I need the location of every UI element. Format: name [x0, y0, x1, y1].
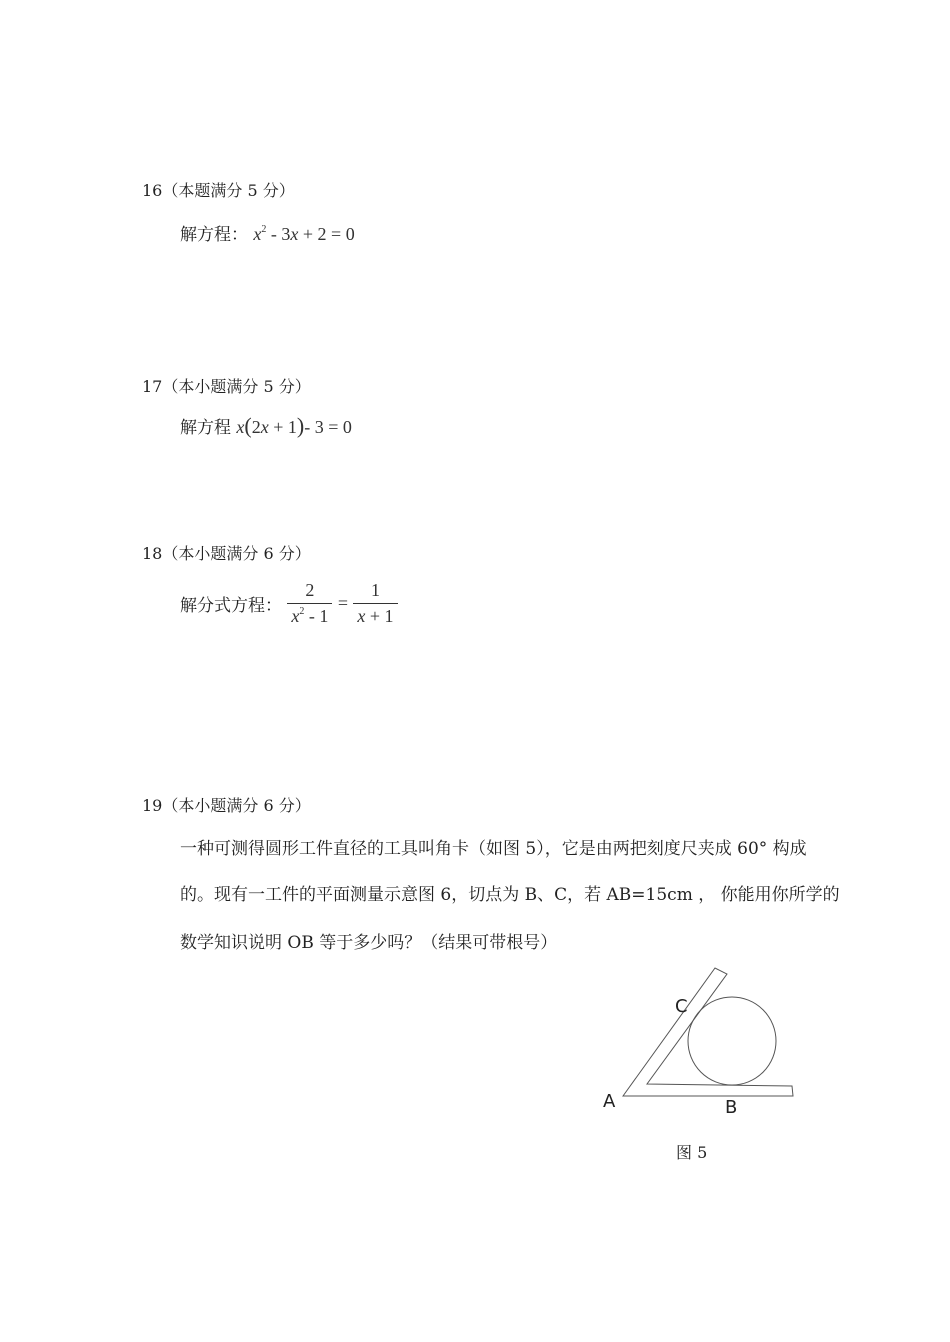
q18-right-fraction: $\frac{1}{x + 1}$ — [353, 580, 397, 627]
q18-title: 18（本小题满分 6 分） — [142, 544, 311, 563]
q16-title: 16（本题满分 5 分） — [142, 181, 295, 200]
q17-prompt: 解方程 — [180, 418, 237, 438]
q16-prompt: 解方程： — [180, 225, 248, 245]
figure-caption: 图 5 — [676, 1143, 708, 1162]
caliper-figure — [595, 960, 815, 1130]
label-b: B — [725, 1097, 738, 1118]
q19-text-line-1: 一种可测得圆形工件直径的工具叫角卡（如图 5），它是由两把刻度尺夹成 60° 构成 — [180, 839, 807, 859]
q18-equals: = — [337, 593, 348, 613]
q18-equation-line — [180, 580, 398, 627]
q16-equation: $x^2 - 3x + 2 = 0$ — [253, 224, 355, 244]
q18-left-fraction: $\frac{2}{x^2 - 1}$ — [287, 580, 332, 627]
q19-text-line-2: 的。现有一工件的平面测量示意图 6，切点为 B、C，若 AB=15cm ， 你能用你所学的 — [180, 885, 840, 905]
q18-prompt: 解分式方程： — [180, 596, 282, 616]
caliper-ruler-outline — [623, 968, 793, 1096]
q16-equation-line — [180, 220, 355, 245]
q19-title: 19（本小题满分 6 分） — [142, 796, 311, 815]
q17-equation-line — [180, 413, 352, 439]
q17-equation: x(2x + 1)- 3 = 0 — [236, 413, 352, 438]
q19-text-line-3: 数学知识说明 OB 等于多少吗？（结果可带根号） — [180, 933, 558, 953]
label-a: A — [603, 1091, 616, 1112]
workpiece-circle — [688, 997, 776, 1085]
q17-title: 17（本小题满分 5 分） — [142, 377, 311, 396]
label-c: C — [675, 996, 688, 1017]
